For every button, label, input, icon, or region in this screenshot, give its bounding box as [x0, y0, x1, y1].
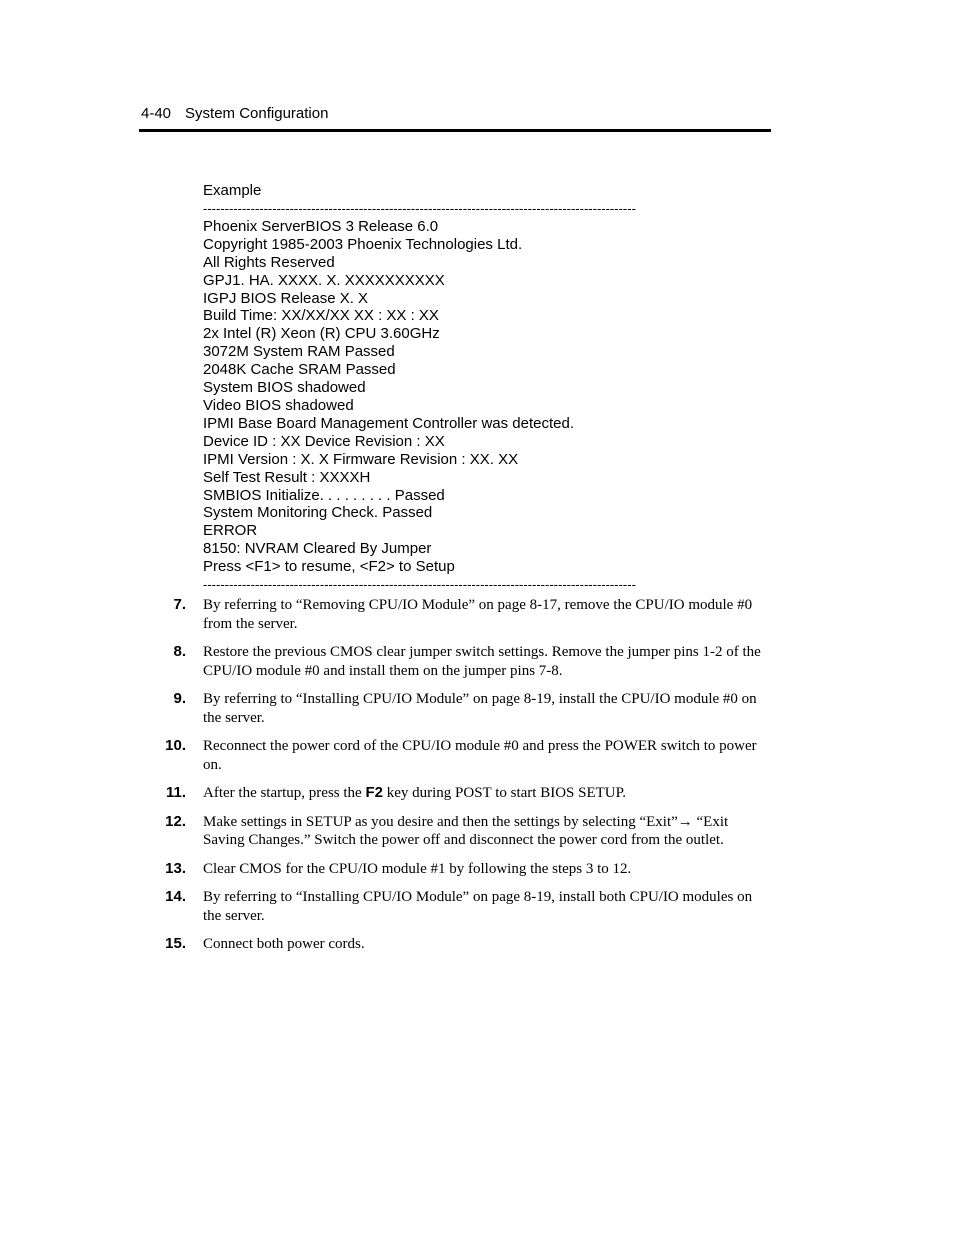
bios-line: All Rights Reserved — [203, 253, 335, 271]
section-title: System Configuration — [185, 105, 329, 122]
step-text: By referring to “Installing CPU/IO Module” on page 8-19, install the CPU/IO module #0 on the server. — [203, 691, 757, 726]
bios-line: 2048K Cache SRAM Passed — [203, 361, 396, 379]
step-number: 8. — [173, 643, 186, 660]
step-item — [160, 888, 770, 925]
step-text: By referring to “Installing CPU/IO Module” on page 8-19, install both CPU/IO modules on the server. — [203, 889, 753, 924]
step-number: 13. — [165, 859, 186, 877]
step-item — [160, 596, 770, 633]
bios-line: 2x Intel (R) Xeon (R) CPU 3.60GHz — [203, 325, 440, 343]
bios-line: Device ID : XX Device Revision : XX — [203, 432, 445, 450]
bios-line: 8150: NVRAM Cleared By Jumper — [203, 540, 432, 558]
step-number: 9. — [173, 690, 186, 707]
step-text: Clear CMOS for the CPU/IO module #1 by following the steps 3 to 12. — [203, 860, 632, 877]
bios-line: Phoenix ServerBIOS 3 Release 6.0 — [203, 217, 439, 235]
step-text: Connect both power cords. — [203, 936, 365, 952]
step-list — [160, 596, 770, 964]
bios-line: System Monitoring Check. Passed — [203, 504, 433, 522]
bios-line: GPJ1. HA. XXXX. X. XXXXXXXXXX — [203, 271, 445, 289]
page-number: 4-40 — [141, 105, 172, 122]
example-title: Example — [203, 182, 262, 199]
step-item — [160, 813, 770, 850]
bios-line: Press <F1> to resume, <F2> to Setup — [203, 558, 455, 576]
bios-line: 3072M System RAM Passed — [203, 343, 395, 361]
step-item — [160, 784, 770, 803]
step-item — [160, 935, 770, 954]
step-item — [160, 643, 770, 680]
step-number: 12. — [165, 812, 186, 830]
bios-line: IPMI Version : X. X Firmware Revision : XX. XX — [203, 450, 519, 468]
bios-line: IPMI Base Board Management Controller was detected. — [203, 414, 575, 432]
page-header — [141, 104, 328, 124]
bios-line: Copyright 1985-2003 Phoenix Technologies Ltd. — [203, 235, 523, 253]
step-number: 14. — [165, 888, 186, 905]
step-number: 11. — [165, 784, 186, 801]
divider-top: ---------------------------------------------------------------------------------------------------- — [203, 201, 636, 216]
step-item — [160, 737, 770, 774]
bios-line: Video BIOS shadowed — [203, 396, 354, 414]
bios-example-block — [203, 182, 763, 594]
step-item — [160, 860, 770, 879]
bios-line: System BIOS shadowed — [203, 379, 366, 397]
step-text — [203, 784, 763, 803]
bios-line: SMBIOS Initialize. . . . . . . . . Passed — [203, 486, 445, 504]
key-label-f2: F2 — [365, 784, 383, 801]
step-item — [160, 690, 770, 727]
step-text: Reconnect the power cord of the CPU/IO module #0 and press the POWER switch to power on. — [203, 738, 757, 773]
step-text-before: After the startup, press the — [203, 785, 366, 801]
step-number: 15. — [165, 935, 186, 952]
bios-line: ERROR — [203, 522, 258, 540]
bios-line: IGPJ BIOS Release X. X — [203, 289, 369, 307]
step-number: 7. — [173, 596, 186, 613]
bios-line: Self Test Result : XXXXH — [203, 468, 371, 486]
step-text: Restore the previous CMOS clear jumper switch settings. Remove the jumper pins 1-2 of the CPU/IO module #0 and install them on the jumper pins 7-8. — [203, 644, 761, 679]
bios-line: Build Time: XX/XX/XX XX : XX : XX — [203, 307, 439, 325]
step-text-after: key during POST to start BIOS SETUP. — [382, 785, 627, 801]
step-text: By referring to “Removing CPU/IO Module” on page 8-17, remove the CPU/IO module #0 from the server. — [203, 597, 753, 632]
divider-bottom: ---------------------------------------------------------------------------------------------------- — [203, 577, 636, 593]
step-number: 10. — [165, 737, 186, 754]
header-rule — [139, 129, 771, 132]
step-text: Make settings in SETUP as you desire and then the settings by selecting “Exit”→ “Exit Saving Changes.” Switch the power off and disconnect the power cord from the outlet. — [203, 813, 729, 848]
